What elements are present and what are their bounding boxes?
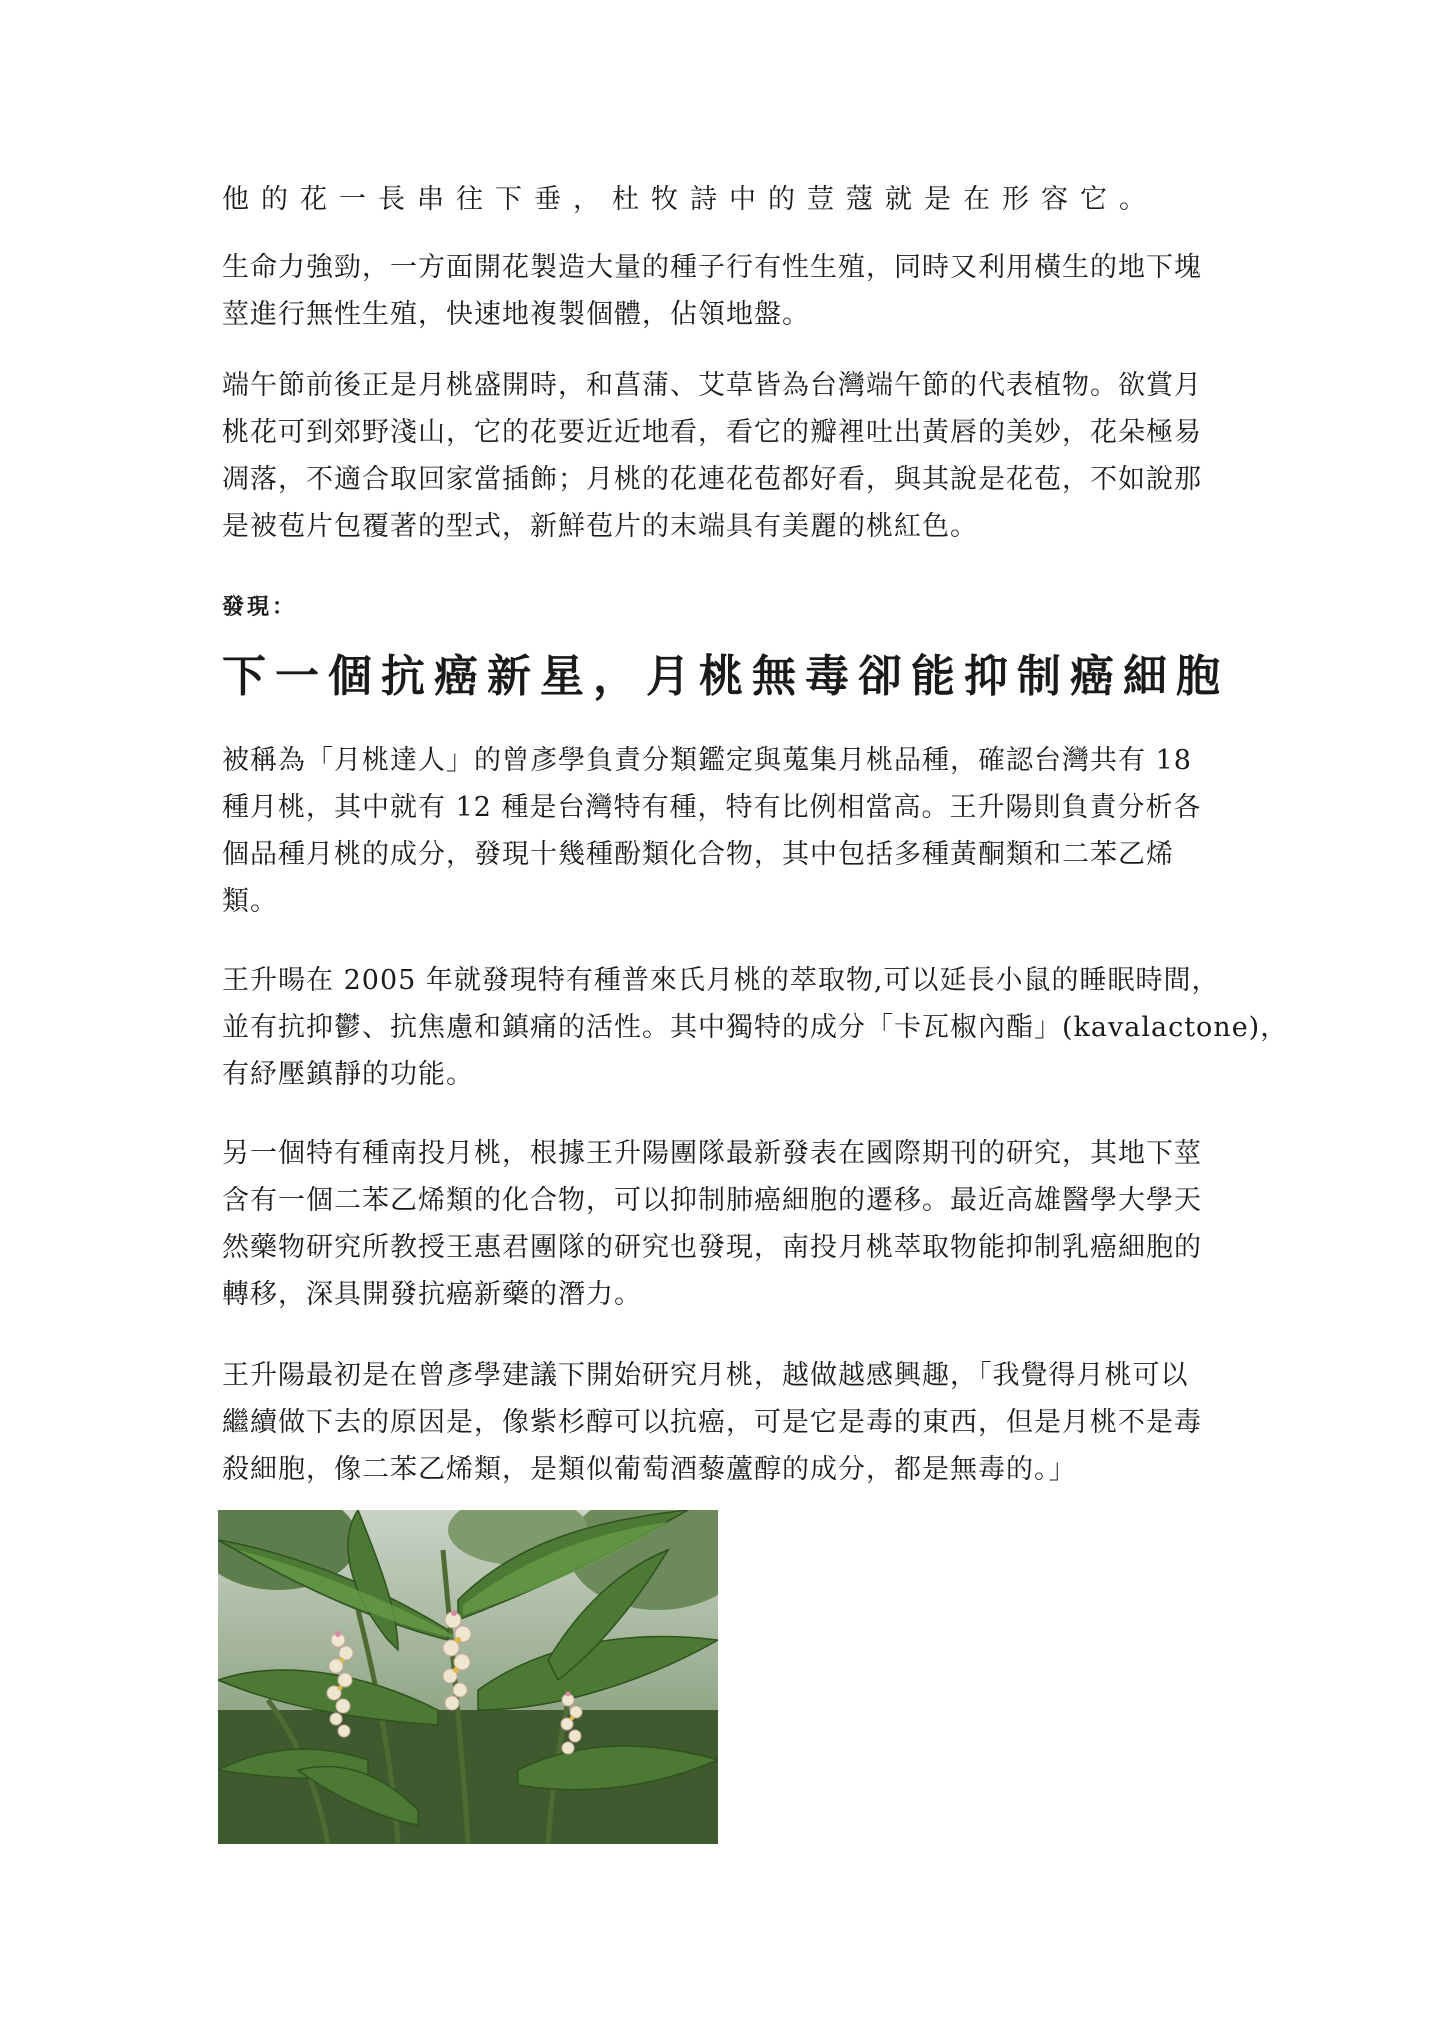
text-line: 凋落，不適合取回家當插飾；月桃的花連花苞都好看，與其說是花苞，不如說那 — [222, 464, 1202, 495]
text-line: 個品種月桃的成分，發現十幾種酚類化合物，其中包括多種黃酮類和二苯乙烯 — [222, 839, 1174, 870]
text-line: 另一個特有種南投月桃，根據王升陽團隊最新發表在國際期刊的研究，其地下莖 — [222, 1138, 1202, 1169]
paragraph-3 — [222, 362, 1222, 550]
text-line: 他的花一長串往下垂，杜牧詩中的荳蔻就是在形容它。 — [222, 184, 1158, 215]
paragraph-1 — [222, 176, 1222, 223]
text-line: 種月桃，其中就有 12 種是台灣特有種，特有比例相當高。王升陽則負責分析各 — [222, 792, 1202, 823]
text-line: 王升暘在 2005 年就發現特有種普來氏月桃的萃取物,可以延長小鼠的睡眠時間， — [222, 965, 1220, 996]
paragraph-7 — [222, 1352, 1222, 1493]
text-line: 然藥物研究所教授王惠君團隊的研究也發現，南投月桃萃取物能抑制乳癌細胞的 — [222, 1232, 1202, 1263]
section-label: 發現： — [222, 594, 298, 620]
paragraph-5 — [222, 957, 1289, 1098]
text-line: 並有抗抑鬱、抗焦慮和鎮痛的活性。其中獨特的成分「卡瓦椒內酯」(kavalactone)， — [222, 1012, 1289, 1043]
article-headline: 下一個抗癌新星，月桃無毒卻能抑制癌細胞 — [222, 651, 1229, 702]
paragraph-2 — [222, 244, 1222, 338]
text-line: 端午節前後正是月桃盛開時，和菖蒲、艾草皆為台灣端午節的代表植物。欲賞月 — [222, 370, 1202, 401]
text-line: 是被苞片包覆著的型式，新鮮苞片的末端具有美麗的桃紅色。 — [222, 511, 978, 542]
text-line: 王升陽最初是在曾彥學建議下開始研究月桃，越做越感興趣，「我覺得月桃可以 — [222, 1360, 1189, 1391]
text-line: 生命力強勁，一方面開花製造大量的種子行有性生殖，同時又利用橫生的地下塊 — [222, 252, 1202, 283]
text-line: 轉移，深具開發抗癌新藥的潛力。 — [222, 1279, 642, 1310]
text-line: 類。 — [222, 886, 278, 917]
paragraph-4 — [222, 737, 1222, 925]
text-line: 莖進行無性生殖，快速地複製個體，佔領地盤。 — [222, 299, 810, 330]
text-line: 桃花可到郊野淺山，它的花要近近地看，看它的瓣裡吐出黃唇的美妙，花朵極易 — [222, 417, 1202, 448]
text-line: 繼續做下去的原因是，像紫杉醇可以抗癌，可是它是毒的東西，但是月桃不是毒 — [222, 1407, 1202, 1438]
shell-ginger-photo — [218, 1510, 718, 1844]
text-line: 有紓壓鎮靜的功能。 — [222, 1059, 474, 1090]
text-line: 殺細胞，像二苯乙烯類，是類似葡萄酒藜蘆醇的成分，都是無毒的。」 — [222, 1454, 1077, 1485]
text-line: 含有一個二苯乙烯類的化合物，可以抑制肺癌細胞的遷移。最近高雄醫學大學天 — [222, 1185, 1202, 1216]
paragraph-6 — [222, 1130, 1222, 1318]
text-line: 被稱為「月桃達人」的曾彥學負責分類鑑定與蒐集月桃品種，確認台灣共有 18 — [222, 745, 1192, 776]
